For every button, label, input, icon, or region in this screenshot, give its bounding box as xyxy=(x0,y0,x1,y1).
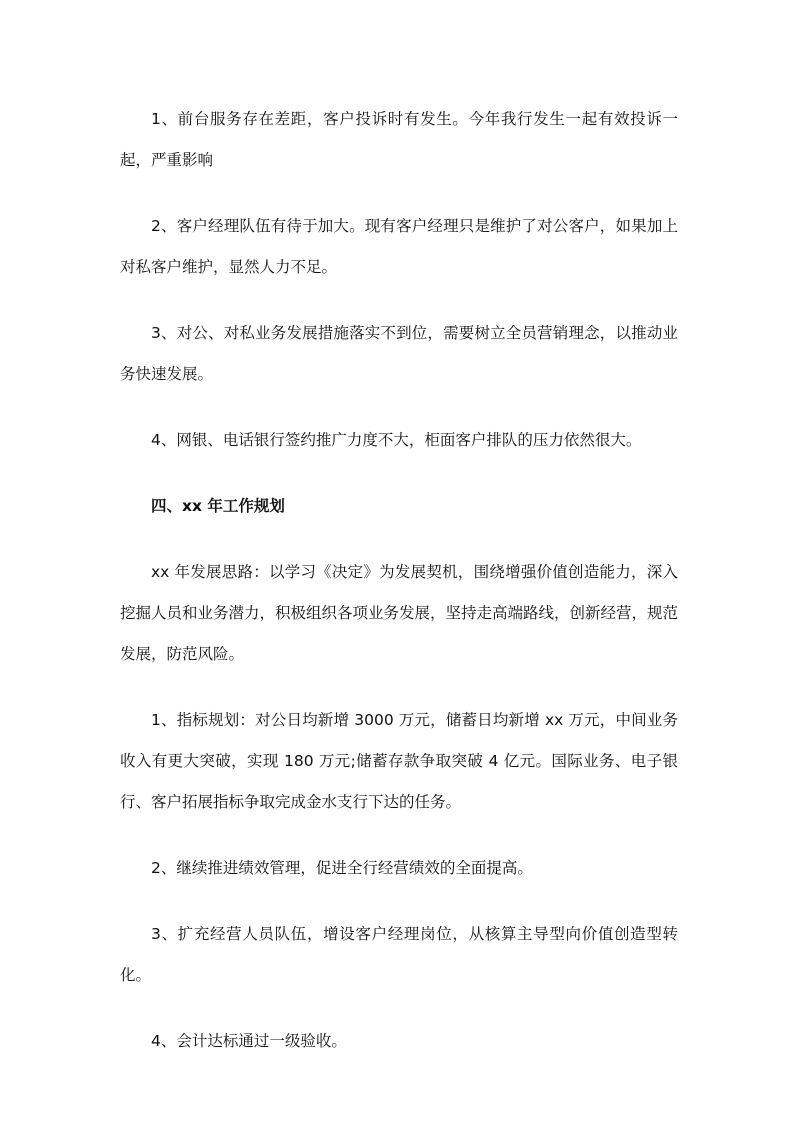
paragraph-problem-4: 4、网银、电话银行签约推广力度不大，柜面客户排队的压力依然很大。 xyxy=(151,431,642,449)
paragraph-problem-1: 1、前台服务存在差距，客户投诉时有发生。今年我行发生一起有效投诉一起，严重影响 xyxy=(120,110,678,169)
document-body xyxy=(120,99,678,1087)
paragraph-plan-2: 2、继续推进绩效管理，促进全行经营绩效的全面提高。 xyxy=(151,859,533,877)
section-heading-work-plan: 四、xx 年工作规划 xyxy=(151,497,285,515)
paragraph-plan-4: 4、会计达标通过一级验收。 xyxy=(151,1032,347,1050)
paragraph-plan-3: 3、扩充经营人员队伍，增设客户经理岗位，从核算主导型向价值创造型转化。 xyxy=(120,925,678,984)
paragraph-problem-2: 2、客户经理队伍有待于加大。现有客户经理只是维护了对公客户，如果加上对私客户维护，显然人力不足。 xyxy=(120,217,678,276)
paragraph-problem-3: 3、对公、对私业务发展措施落实不到位，需要树立全员营销理念，以推动业务快速发展。 xyxy=(120,324,678,383)
paragraph-plan-1: 1、指标规划：对公日均新增 3000 万元，储蓄日均新增 xx 万元，中间业务收入有更大突破，实现 180 万元;储蓄存款争取突破 4 亿元。国际业务、电子银行、客户拓展指标争取完成金水支行下达的任务。 xyxy=(120,711,678,811)
paragraph-development-strategy: xx 年发展思路：以学习《决定》为发展契机，围绕增强价值创造能力，深入挖掘人员和业务潜力，积极组织各项业务发展，坚持走高端路线，创新经营，规范发展，防范风险。 xyxy=(120,563,679,663)
